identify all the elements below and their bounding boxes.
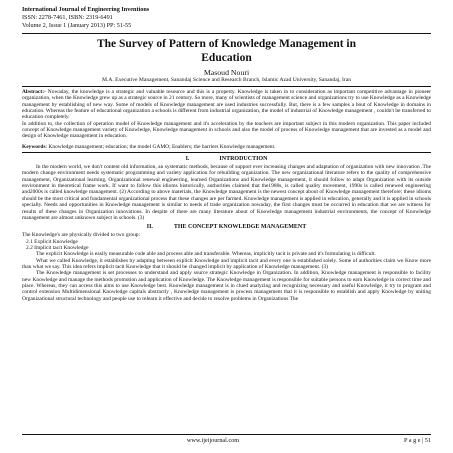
paper-title xyxy=(22,38,431,65)
page-footer xyxy=(22,434,431,444)
concept-paragraph-1: The explicit Knowledge is easily measurable code able and process able and transferable. Whereas, implicitly tacit is private and it's formulating is difficult. xyxy=(36,251,376,258)
abstract-bottom-rule xyxy=(22,152,431,153)
abstract-text: Nowaday, the knowledge is a strategic and valuable resource and this is a property. Knowledge is taken in to consideration as important competitive advantage in pioneer organization, when the Knowledge grew up as a strategic source in 21 century. So more, many of scientists of management science and organizations try to use Knowledge as a Knowledge management by establishing of new way. Some of models of Knowledge management are used industries successfully. But, there is a few samples a bout of Knowledge in domains in education. Whereas the feature of educational organization a schools is different from industrial organization, the model of industrial of Knowledge management , couldn't be transferred to education completely. xyxy=(22,89,431,121)
keywords-text: : Knowledge management; education; the model GAMO; Enablers; the barriers Knowledge management. xyxy=(45,143,276,150)
footer-website[interactable]: www.ijeijournal.com xyxy=(186,437,240,444)
abstract-text-2: In addition to, the collection of operation model of Knowledge management and it's acceleration by the teachers are important subject in this modern organization. This paper included concept of Knowledge management variety of Knowledge, Knowledge management in schools and also the model of process of Knowledge management that are invested as a model and design of Knowledge management in education. xyxy=(22,120,431,140)
footer-page-number: P a g e | 51 xyxy=(404,437,431,444)
abstract-label: Abstract:- xyxy=(22,89,46,95)
abstract-top-rule xyxy=(22,86,431,87)
header-rule xyxy=(22,33,431,34)
footer-rule xyxy=(22,434,431,435)
section-heading-introduction: I. INTRODUCTION xyxy=(185,156,268,163)
paper-title-line1: The Survey of Pattern of Knowledge Management in xyxy=(96,38,357,50)
list-item-implicit: 2.2 Implicit tacit Knowledge xyxy=(26,244,89,251)
keywords-label: Keywords xyxy=(22,143,46,150)
abstract xyxy=(22,89,431,121)
concept-paragraph-3: The Knowledge management is set processes to understand and apply source strategic Knowledge in Organization. In addition, Knowledge management is responsible to facility new Knowledge and manage the methods promotion and application of Knowledge. The Knowledge management is responsible for suitable persons to earn Knowledge in correct time and place. Whereas, they can access this aims to use Knowledge best. Knowledge management is in clued analyzing and recognizing necessary and useful Knowledge, it try to program and control extension Multidimensional Knowledge capitals abstractly , Knowledge management is process management that it is responsible to establish and apply Knowledge by uniting Organizational structural technology and people use to relearn it effective and decide to resolve problems in Organizations The xyxy=(22,270,431,302)
concept-paragraph-2: What we called Knowledge, it establishes by adapting between explicit Knowledge and implicit tacit and every one is established solely. Some of authorities claim we Know more than what we say. This idea refers implicit tacit Knowledge that it should be changed implicit by application of Knowledge management. (3) xyxy=(22,257,431,270)
list-item-explicit: 2.1 Explicit Knowledge xyxy=(26,238,78,245)
journal-name: International Journal of Engineering Inventions xyxy=(22,6,150,13)
introduction-text: In the modern world, we don't content old information, an systematic methods, because of support ever increasing changes and adaptation of organization with new innovation .The modern change environment needs systematic programming and variety application for rebuilding organization. The new organizational literature refers to the quality of comprehensive management, Organizational learning, Organizational renewal engineering, learned Organizations and Knowledge management, it should follow to adapt Organization with its outside environment in theoretical frame work. If want to follow this idioms historically, authorities claimed that the1980s, is called quality movement, 1990s is called renewed engineering and2000s is called knowledge management. (2) According to above materials, the Knowledge management is the newest concept about of Knowledge management therefore; these idioms should be the most critical and fundamental organizational process that these changes are per farmed. Knowledge management is applied in education, generally and it is applied in schools specially. Needs and opportunities in Knowledge management is similar to needs of trade organization nowaday, the first changes must be occurred in education that we are witness for results of these changes in Organization innovations. In despite of there are many literature about of Knowledge management industrial environments, the concept of Knowledge management are almost unknown subject in schools. (3) xyxy=(22,164,431,221)
keywords xyxy=(22,144,431,150)
concept-intro: The Knowledge's are physically divided to two group: xyxy=(22,232,141,239)
journal-header xyxy=(22,6,431,30)
section-heading-concept: II. THE CONCEPT KNOWLEDGE MANAGEMENT xyxy=(146,224,307,231)
paper-author: Masoud Nouri xyxy=(203,68,250,77)
journal-volume: Volume 2, Issue 1 (January 2013) PP: 51-55 xyxy=(22,22,132,29)
journal-issn: ISSN: 2278-7461, ISBN: 2319-6491 xyxy=(22,14,113,21)
paper-affiliation: M.A. Executive Management, Sanandaj Science and Research Branch, Islamic Azad University, Sanandaj, Iran xyxy=(101,77,352,83)
paper-title-line2: Education xyxy=(201,51,252,64)
